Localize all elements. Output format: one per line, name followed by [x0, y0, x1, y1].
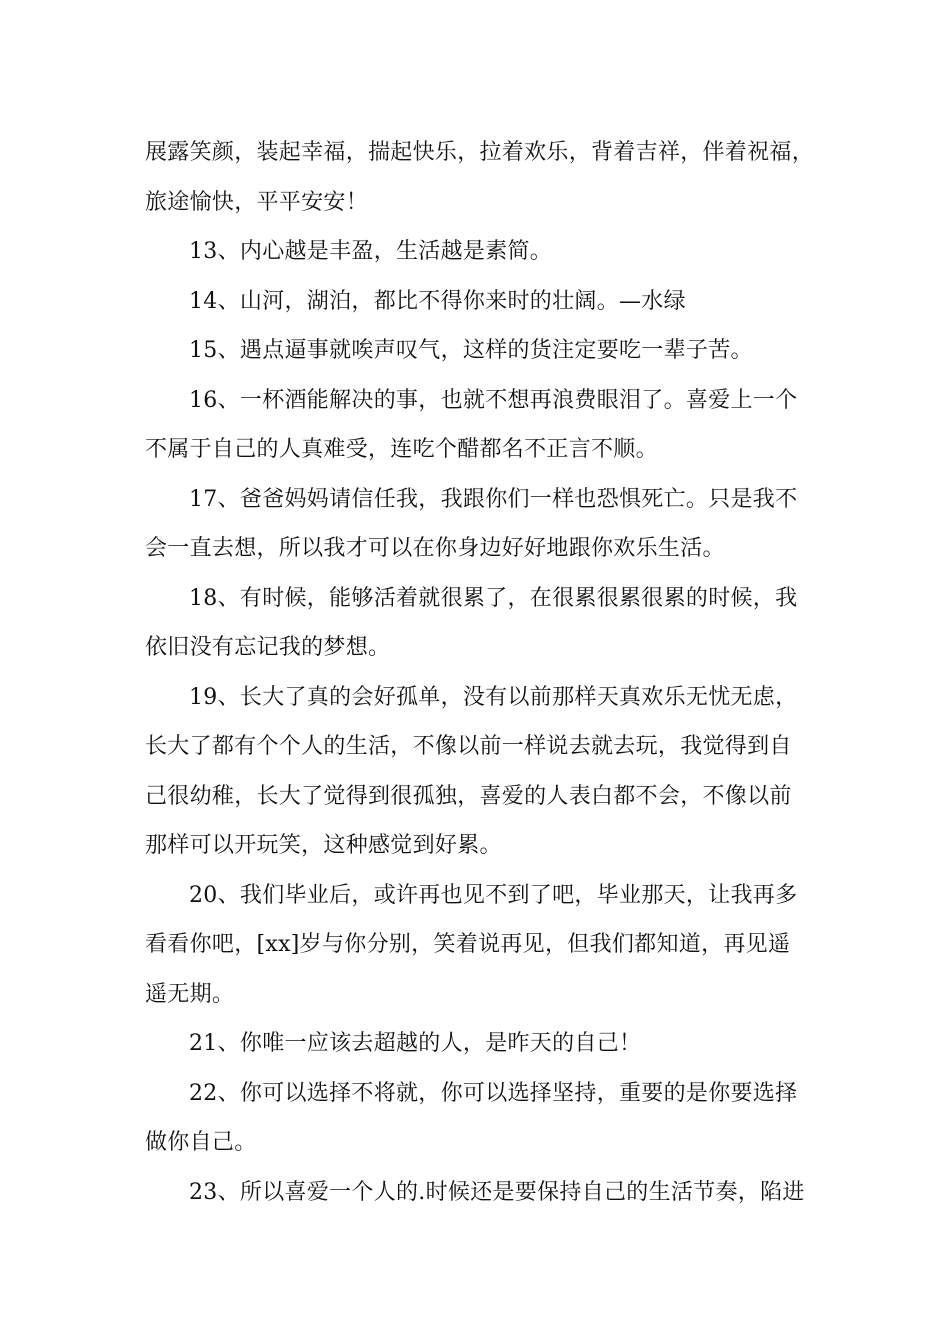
- paragraph-continued: [145, 128, 835, 227]
- text-line: 己很幼稚，长大了觉得到很孤独，喜爱的人表白都不会，不像以前: [145, 783, 792, 809]
- paragraph-14: [145, 277, 835, 327]
- document-body: [145, 128, 835, 1217]
- text-line: 14、山河，湖泊，都比不得你来时的壮阔。—水绿: [189, 288, 686, 314]
- text-line: 会一直去想，所以我才可以在你身边好好地跟你欢乐生活。: [145, 536, 725, 561]
- text-line: 长大了都有个个人的生活，不像以前一样说去就去玩，我觉得到自: [145, 734, 792, 759]
- text-line: 遥无期。: [145, 981, 235, 1007]
- text-line: 21、你唯一应该去超越的人，是昨天的自己！: [189, 1031, 642, 1056]
- paragraph-15: [145, 326, 835, 376]
- text-line: 19、长大了真的会好孤单，没有以前那样天真欢乐无忧无虑，: [189, 684, 798, 710]
- paragraph-17: [145, 475, 835, 574]
- text-line: 15、遇点逼事就唉声叹气，这样的货注定要吃一辈子苦。: [189, 338, 753, 363]
- paragraph-22: [145, 1069, 835, 1168]
- paragraph-21: [145, 1019, 835, 1069]
- text-line: 13、内心越是丰盈，生活越是素简。: [189, 239, 553, 264]
- paragraph-23: [145, 1168, 835, 1218]
- text-line: 看看你吧，[xx]岁与你分别，笑着说再见，但我们都知道，再见遥: [145, 932, 791, 957]
- text-line: 17、爸爸妈妈请信任我，我跟你们一样也恐惧死亡。只是我不: [189, 486, 798, 512]
- text-line: 依旧没有忘记我的梦想。: [145, 635, 391, 660]
- text-line: 旅途愉快，平平安安！: [145, 189, 369, 215]
- text-line: 22、你可以选择不将就，你可以选择坚持，重要的是你要选择: [189, 1080, 798, 1106]
- text-line: 16、一杯酒能解决的事，也就不想再浪费眼泪了。喜爱上一个: [189, 387, 798, 413]
- text-line: 展露笑颜，装起幸福，揣起快乐，拉着欢乐，背着吉祥，伴着祝福，: [145, 140, 815, 165]
- paragraph-16: [145, 376, 835, 475]
- paragraph-20: [145, 871, 835, 1020]
- text-line: 18、有时候，能够活着就很累了，在很累很累很累的时候，我: [189, 585, 798, 611]
- text-line: 那样可以开玩笑，这种感觉到好累。: [145, 833, 502, 858]
- text-line: 做你自己。: [145, 1130, 257, 1155]
- text-line: 23、所以喜爱一个人的.时候还是要保持自己的生活节奏，陷进: [189, 1179, 805, 1205]
- text-line: 不属于自己的人真难受，连吃个醋都名不正言不顺。: [145, 437, 658, 462]
- text-line: 20、我们毕业后，或许再也见不到了吧，毕业那天，让我再多: [189, 882, 798, 908]
- paragraph-18: [145, 574, 835, 673]
- paragraph-19: [145, 673, 835, 871]
- paragraph-13: [145, 227, 835, 277]
